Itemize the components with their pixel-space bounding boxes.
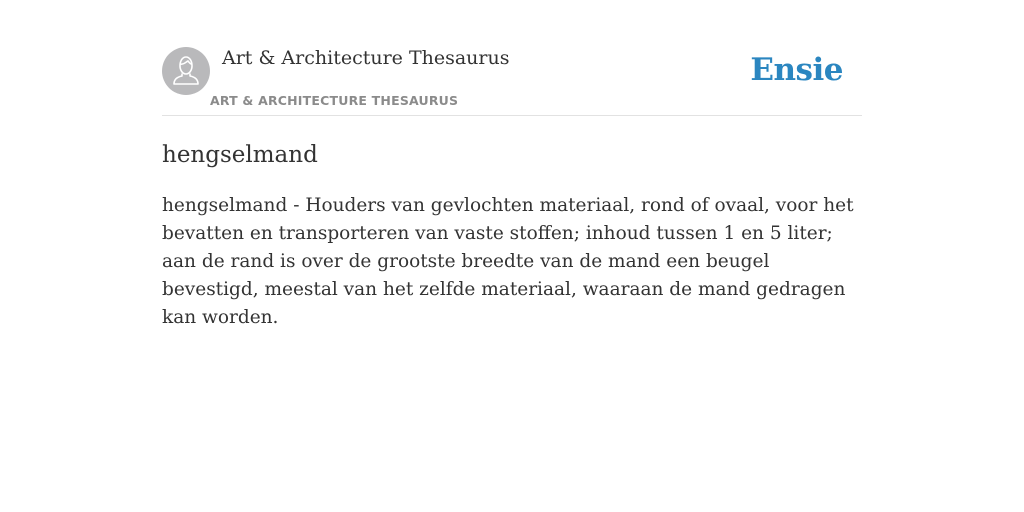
source-subtitle[interactable]: ART & ARCHITECTURE THESAURUS: [210, 93, 459, 108]
source-avatar[interactable]: [162, 47, 210, 95]
ensie-logo[interactable]: Ensie: [750, 52, 843, 88]
entry-definition: hengselmand - Houders van gevlochten materiaal, rond of ovaal, voor het bevatten en transporteren van vaste stoffen; inhoud tussen 1 en 5 liter; aan de rand is over de grootste breedte van de mand een beugel bevestigd, meestal van het zelfde materiaal, waaraan de mand gedragen kan worden.: [162, 195, 854, 328]
source-header: [162, 0, 862, 116]
user-silhouette-icon: [162, 47, 210, 95]
source-title[interactable]: Art & Architecture Thesaurus: [222, 47, 510, 69]
page-container: [162, 0, 862, 328]
entry-term: hengselmand: [162, 142, 318, 168]
